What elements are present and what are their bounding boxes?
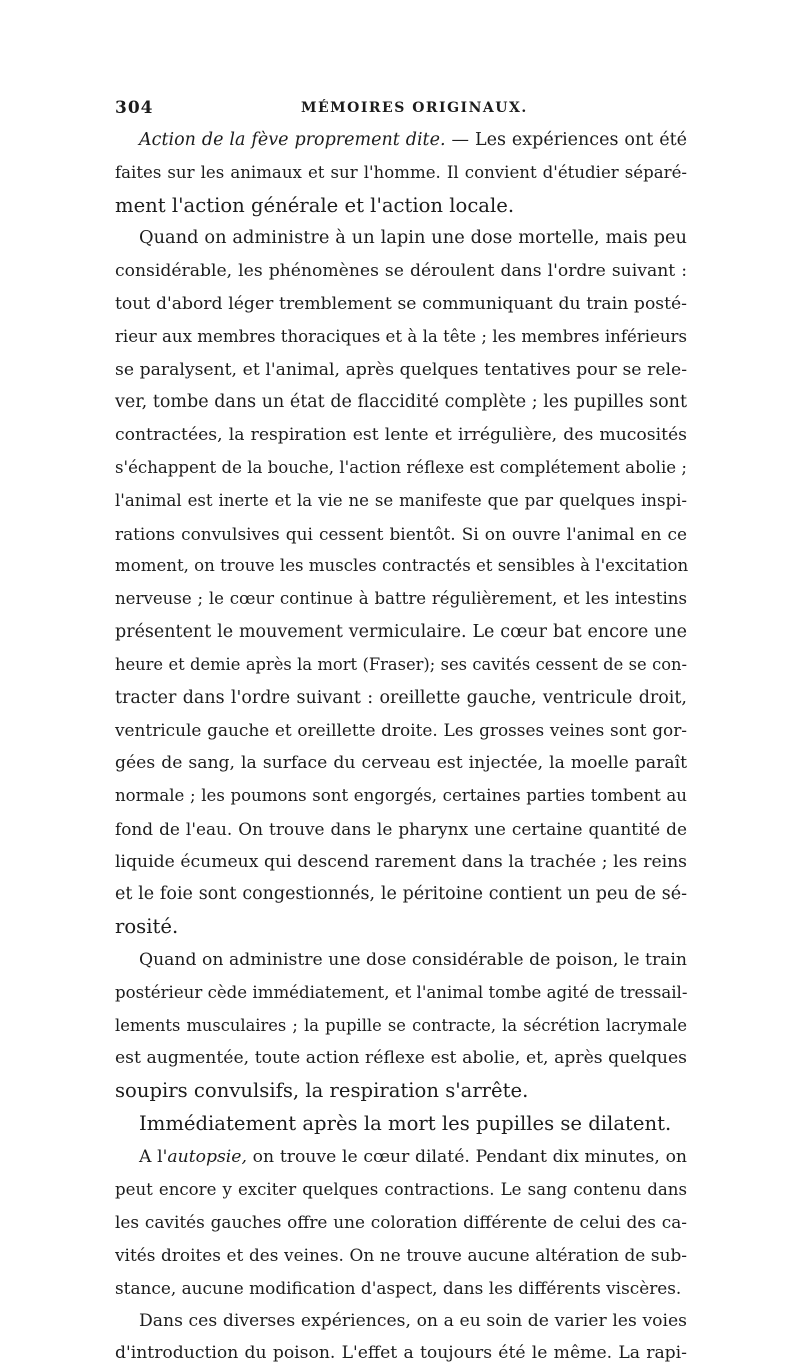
text-line: contractées, la respiration est lente et irrégulière, des mucosités [115, 425, 687, 446]
text-line: normale ; les poumons sont engorgés, certaines parties tombent au [115, 785, 687, 805]
italic-term: autopsie, [167, 1146, 247, 1167]
text-line: rosité. [115, 915, 179, 939]
text-line: rations convulsives qui cessent bientôt. Si on ouvre l'animal en ce [115, 523, 687, 544]
text-line: tracter dans l'ordre suivant : oreillette gauche, ventricule droit, [115, 687, 687, 708]
running-header [115, 98, 687, 122]
text-line: fond de l'eau. On trouve dans le pharynx une certaine quantité de [115, 818, 687, 839]
text-line: d'introduction du poison. L'effet a toujours été le même. La rapi- [115, 1343, 687, 1364]
text-fragment: on trouve le cœur dilaté. Pendant dix minutes, on [246, 1146, 687, 1167]
running-title: MÉMOIRES ORIGINAUX. [301, 100, 528, 116]
text-line: se paralysent, et l'animal, après quelques tentatives pour se rele- [115, 359, 687, 380]
text-line: faites sur les animaux et sur l'homme. Il convient d'étudier séparé- [115, 162, 687, 182]
text-fragment: — Les expériences ont été [445, 130, 688, 150]
text-line: est augmentée, toute action réflexe est abolie, et, après quelques [115, 1048, 687, 1069]
text-line: rieur aux membres thoraciques et à la tête ; les membres inférieurs [115, 326, 687, 346]
text-line [115, 1141, 687, 1174]
text-line: l'animal est inerte et la vie ne se manifeste que par quelques inspi- [115, 490, 687, 510]
text-line: nerveuse ; le cœur continue à battre régulièrement, et les intestins [115, 589, 687, 609]
text-line: postérieur cède immédiatement, et l'animal tombe agité de tressail- [115, 982, 688, 1002]
text-fragment: A l' [139, 1146, 168, 1167]
text-line: Dans ces diverses expériences, on a eu soin de varier les voies [139, 1310, 687, 1331]
text-line: considérable, les phénomènes se déroulent dans l'ordre suivant : [115, 261, 687, 282]
page-number: 304 [115, 98, 154, 118]
text-line: heure et demie après la mort (Fraser); ses cavités cessent de se con- [115, 654, 687, 674]
section-heading-italic: Action de la fève proprement dite. [139, 130, 446, 150]
text-line: s'échappent de la bouche, l'action réflexe est complétement abolie ; [115, 457, 687, 477]
text-line: vités droites et des veines. On ne trouve aucune altération de sub- [115, 1245, 687, 1266]
text-line: ventricule gauche et oreillette droite. Les grosses veines sont gor- [115, 720, 687, 741]
text-line: stance, aucune modification d'aspect, dans les différents viscères. [115, 1277, 682, 1298]
text-line [115, 124, 687, 157]
text-line: les cavités gauches offre une coloration différente de celui des ca- [115, 1212, 687, 1233]
text-line: tout d'abord léger tremblement se communiquant du train posté- [115, 293, 687, 314]
body-text [115, 124, 687, 1370]
text-line: liquide écumeux qui descend rarement dans la trachée ; les reins [115, 851, 687, 872]
text-line: lements musculaires ; la pupille se contracte, la sécrétion lacrymale [115, 1015, 687, 1035]
text-line: ment l'action générale et l'action locale. [115, 193, 515, 217]
text-line: gées de sang, la surface du cerveau est injectée, la moelle paraît [115, 753, 687, 774]
text-line: et le foie sont congestionnés, le péritoine contient un peu de sé- [115, 884, 687, 905]
text-line: Quand on administre à un lapin une dose mortelle, mais peu [139, 227, 687, 249]
text-line: Quand on administre une dose considérable de poison, le train [139, 949, 687, 970]
text-line: Immédiatement après la mort les pupilles se dilatent. [139, 1111, 672, 1135]
text-line: peut encore y exciter quelques contractions. Le sang contenu dans [115, 1179, 687, 1199]
text-line: soupirs convulsifs, la respiration s'arrête. [115, 1079, 529, 1103]
text-line: moment, on trouve les muscles contractés et sensibles à l'excitation [115, 556, 689, 576]
text-line: ver, tombe dans un état de flaccidité complète ; les pupilles sont [115, 392, 687, 413]
text-line: présentent le mouvement vermiculaire. Le cœur bat encore une [115, 621, 687, 642]
